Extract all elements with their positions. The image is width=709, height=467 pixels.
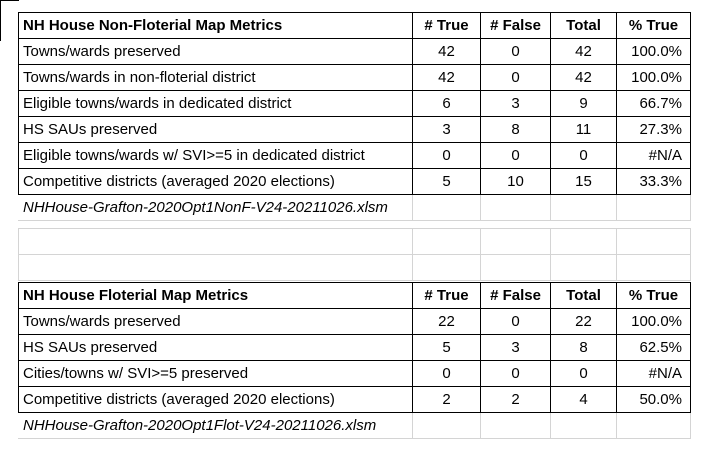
total-cell[interactable]: 4 bbox=[551, 387, 617, 413]
metric-cell[interactable]: HS SAUs preserved bbox=[19, 117, 413, 143]
blank-row bbox=[19, 229, 691, 255]
empty-cell[interactable] bbox=[481, 413, 551, 439]
pct-true-cell[interactable]: #N/A bbox=[617, 361, 691, 387]
pct-true-cell[interactable]: 66.7% bbox=[617, 91, 691, 117]
table-header-row bbox=[19, 283, 691, 309]
table-row bbox=[19, 387, 691, 413]
metric-cell[interactable]: Towns/wards preserved bbox=[19, 309, 413, 335]
header-cell-metric[interactable]: NH House Non-Floterial Map Metrics bbox=[19, 13, 413, 39]
false-count-cell[interactable]: 0 bbox=[481, 143, 551, 169]
metric-cell[interactable]: Towns/wards preserved bbox=[19, 39, 413, 65]
total-cell[interactable]: 9 bbox=[551, 91, 617, 117]
table-row bbox=[19, 39, 691, 65]
empty-cell[interactable] bbox=[617, 229, 691, 255]
false-count-cell[interactable]: 3 bbox=[481, 91, 551, 117]
true-count-cell[interactable]: 42 bbox=[413, 65, 481, 91]
blank-rows bbox=[18, 228, 691, 281]
metric-cell[interactable]: Eligible towns/wards w/ SVI>=5 in dedicated district bbox=[19, 143, 413, 169]
empty-cell[interactable] bbox=[551, 413, 617, 439]
pct-true-cell[interactable]: #N/A bbox=[617, 143, 691, 169]
metric-cell[interactable]: Competitive districts (averaged 2020 elections) bbox=[19, 387, 413, 413]
filename-row bbox=[19, 195, 691, 221]
total-cell[interactable]: 11 bbox=[551, 117, 617, 143]
metric-cell[interactable]: Cities/towns w/ SVI>=5 preserved bbox=[19, 361, 413, 387]
metric-cell[interactable]: Competitive districts (averaged 2020 elections) bbox=[19, 169, 413, 195]
empty-cell[interactable] bbox=[19, 229, 413, 255]
true-count-cell[interactable]: 5 bbox=[413, 335, 481, 361]
header-cell-pct-true[interactable]: % True bbox=[617, 13, 691, 39]
pct-true-cell[interactable]: 62.5% bbox=[617, 335, 691, 361]
pct-true-cell[interactable]: 50.0% bbox=[617, 387, 691, 413]
empty-cell[interactable] bbox=[551, 255, 617, 281]
empty-cell[interactable] bbox=[413, 229, 481, 255]
total-cell[interactable]: 0 bbox=[551, 361, 617, 387]
header-cell-pct-true[interactable]: % True bbox=[617, 283, 691, 309]
empty-cell[interactable] bbox=[413, 255, 481, 281]
header-cell-metric[interactable]: NH House Floterial Map Metrics bbox=[19, 283, 413, 309]
false-count-cell[interactable]: 10 bbox=[481, 169, 551, 195]
table-row bbox=[19, 335, 691, 361]
true-count-cell[interactable]: 6 bbox=[413, 91, 481, 117]
header-cell-total[interactable]: Total bbox=[551, 13, 617, 39]
metric-cell[interactable]: Towns/wards in non-floterial district bbox=[19, 65, 413, 91]
false-count-cell[interactable]: 0 bbox=[481, 65, 551, 91]
pct-true-cell[interactable]: 100.0% bbox=[617, 309, 691, 335]
true-count-cell[interactable]: 0 bbox=[413, 143, 481, 169]
floterial-metrics-table bbox=[18, 282, 691, 439]
table-row bbox=[19, 117, 691, 143]
empty-cell[interactable] bbox=[481, 229, 551, 255]
table-row bbox=[19, 309, 691, 335]
sheet-corner-border-top bbox=[0, 0, 19, 1]
empty-cell[interactable] bbox=[481, 195, 551, 221]
empty-cell[interactable] bbox=[19, 255, 413, 281]
metric-cell[interactable]: HS SAUs preserved bbox=[19, 335, 413, 361]
table-row bbox=[19, 361, 691, 387]
empty-cell[interactable] bbox=[617, 413, 691, 439]
filename-row bbox=[19, 413, 691, 439]
table-row bbox=[19, 169, 691, 195]
true-count-cell[interactable]: 3 bbox=[413, 117, 481, 143]
header-cell-true[interactable]: # True bbox=[413, 13, 481, 39]
empty-cell[interactable] bbox=[413, 195, 481, 221]
false-count-cell[interactable]: 8 bbox=[481, 117, 551, 143]
non-floterial-metrics-table bbox=[18, 12, 691, 221]
true-count-cell[interactable]: 0 bbox=[413, 361, 481, 387]
blank-row bbox=[19, 255, 691, 281]
filename-cell[interactable]: NHHouse-Grafton-2020Opt1Flot-V24-20211026.xlsm bbox=[19, 413, 413, 439]
metric-cell[interactable]: Eligible towns/wards in dedicated district bbox=[19, 91, 413, 117]
header-cell-false[interactable]: # False bbox=[481, 283, 551, 309]
empty-cell[interactable] bbox=[481, 255, 551, 281]
total-cell[interactable]: 0 bbox=[551, 143, 617, 169]
total-cell[interactable]: 8 bbox=[551, 335, 617, 361]
total-cell[interactable]: 15 bbox=[551, 169, 617, 195]
header-cell-total[interactable]: Total bbox=[551, 283, 617, 309]
total-cell[interactable]: 42 bbox=[551, 39, 617, 65]
table-header-row bbox=[19, 13, 691, 39]
filename-cell[interactable]: NHHouse-Grafton-2020Opt1NonF-V24-20211026.xlsm bbox=[19, 195, 413, 221]
empty-cell[interactable] bbox=[551, 195, 617, 221]
table-row bbox=[19, 143, 691, 169]
pct-true-cell[interactable]: 100.0% bbox=[617, 65, 691, 91]
false-count-cell[interactable]: 0 bbox=[481, 39, 551, 65]
pct-true-cell[interactable]: 27.3% bbox=[617, 117, 691, 143]
true-count-cell[interactable]: 2 bbox=[413, 387, 481, 413]
false-count-cell[interactable]: 0 bbox=[481, 309, 551, 335]
sheet-corner-border-left bbox=[0, 0, 1, 41]
table-row bbox=[19, 65, 691, 91]
false-count-cell[interactable]: 2 bbox=[481, 387, 551, 413]
empty-cell[interactable] bbox=[551, 229, 617, 255]
true-count-cell[interactable]: 5 bbox=[413, 169, 481, 195]
empty-cell[interactable] bbox=[617, 255, 691, 281]
total-cell[interactable]: 22 bbox=[551, 309, 617, 335]
table-row bbox=[19, 91, 691, 117]
true-count-cell[interactable]: 42 bbox=[413, 39, 481, 65]
true-count-cell[interactable]: 22 bbox=[413, 309, 481, 335]
total-cell[interactable]: 42 bbox=[551, 65, 617, 91]
header-cell-true[interactable]: # True bbox=[413, 283, 481, 309]
empty-cell[interactable] bbox=[413, 413, 481, 439]
false-count-cell[interactable]: 0 bbox=[481, 361, 551, 387]
false-count-cell[interactable]: 3 bbox=[481, 335, 551, 361]
header-cell-false[interactable]: # False bbox=[481, 13, 551, 39]
empty-cell[interactable] bbox=[617, 195, 691, 221]
pct-true-cell[interactable]: 100.0% bbox=[617, 39, 691, 65]
pct-true-cell[interactable]: 33.3% bbox=[617, 169, 691, 195]
